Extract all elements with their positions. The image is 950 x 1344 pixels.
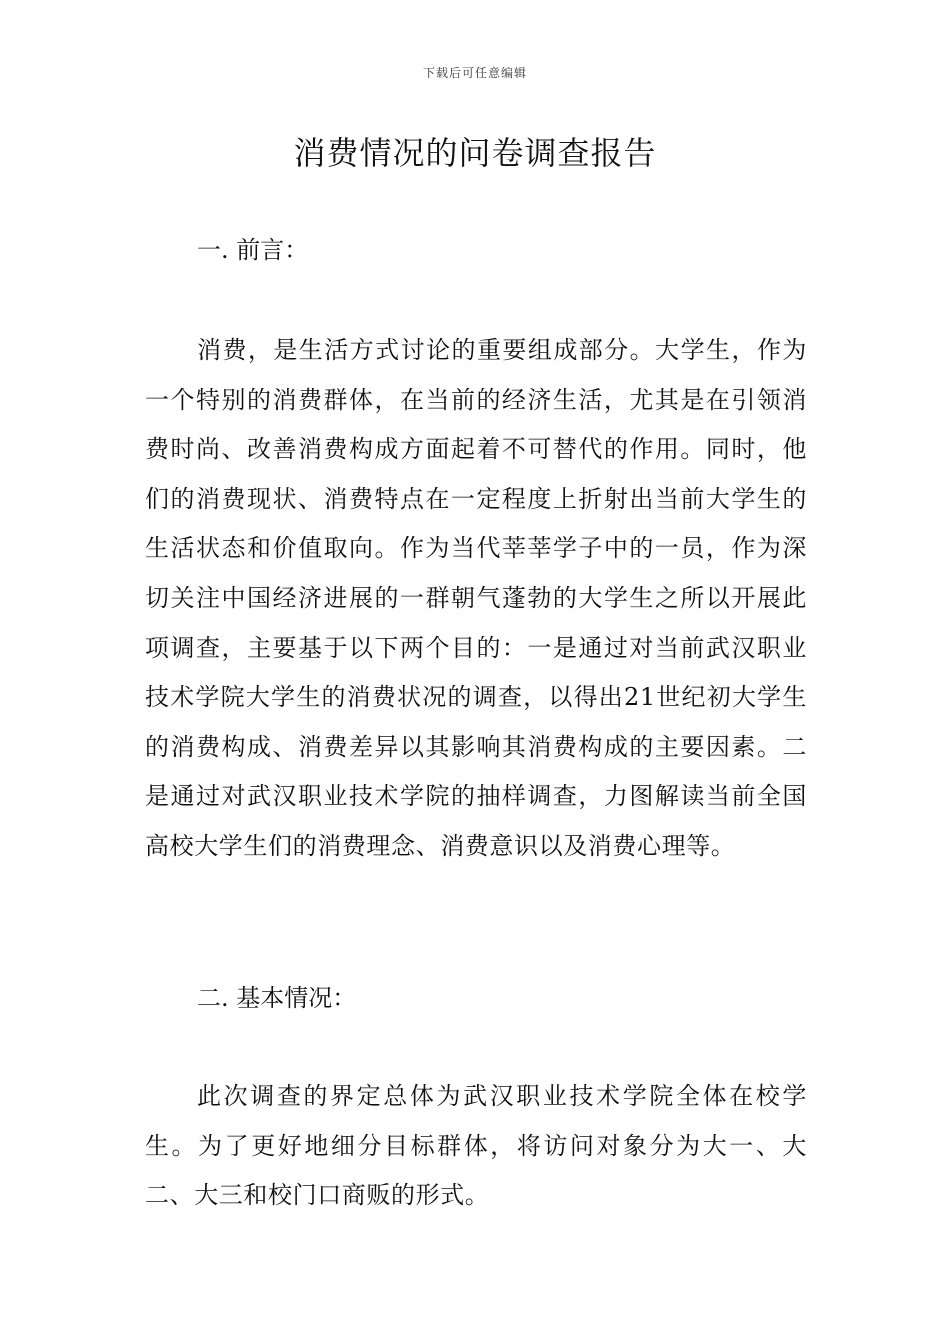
document-title: 消费情况的问卷调查报告 <box>293 134 657 172</box>
page-header-note: 下载后可任意编辑 <box>422 66 527 80</box>
preface-paragraph: 消费，是生活方式讨论的重要组成部分。大学生，作为一个特别的消费群体，在当前的经济生活，尤其是在引领消费时尚、改善消费构成方面起着不可替代的作用。同时，他们的消费现状、消费特点在一定程度上折射出当前大学生的生活状态和价值取向。作为当代莘莘学子中的一员，作为深切关注中国经济进展的一群朝气蓬勃的大学生之所以开展此项调查，主要基于以下两个目的：一是通过对当前武汉职业技术学院大学生的消费状况的调查，以得出21世纪初大学生的消费构成、消费差异以其影响其消费构成的主要因素。二是通过对武汉职业技术学院的抽样调查，力图解读当前全国高校大学生们的消费理念、消费意识以及消费心理等。 <box>145 336 807 860</box>
section-heading-preface: 一. 前言： <box>197 236 309 264</box>
basic-info-paragraph: 此次调查的界定总体为武汉职业技术学院全体在校学生。为了更好地细分目标群体，将访问对象分为大一、大二、大三和校门口商贩的形式。 <box>145 1082 807 1210</box>
section-heading-basic-info: 二. 基本情况： <box>197 984 357 1012</box>
